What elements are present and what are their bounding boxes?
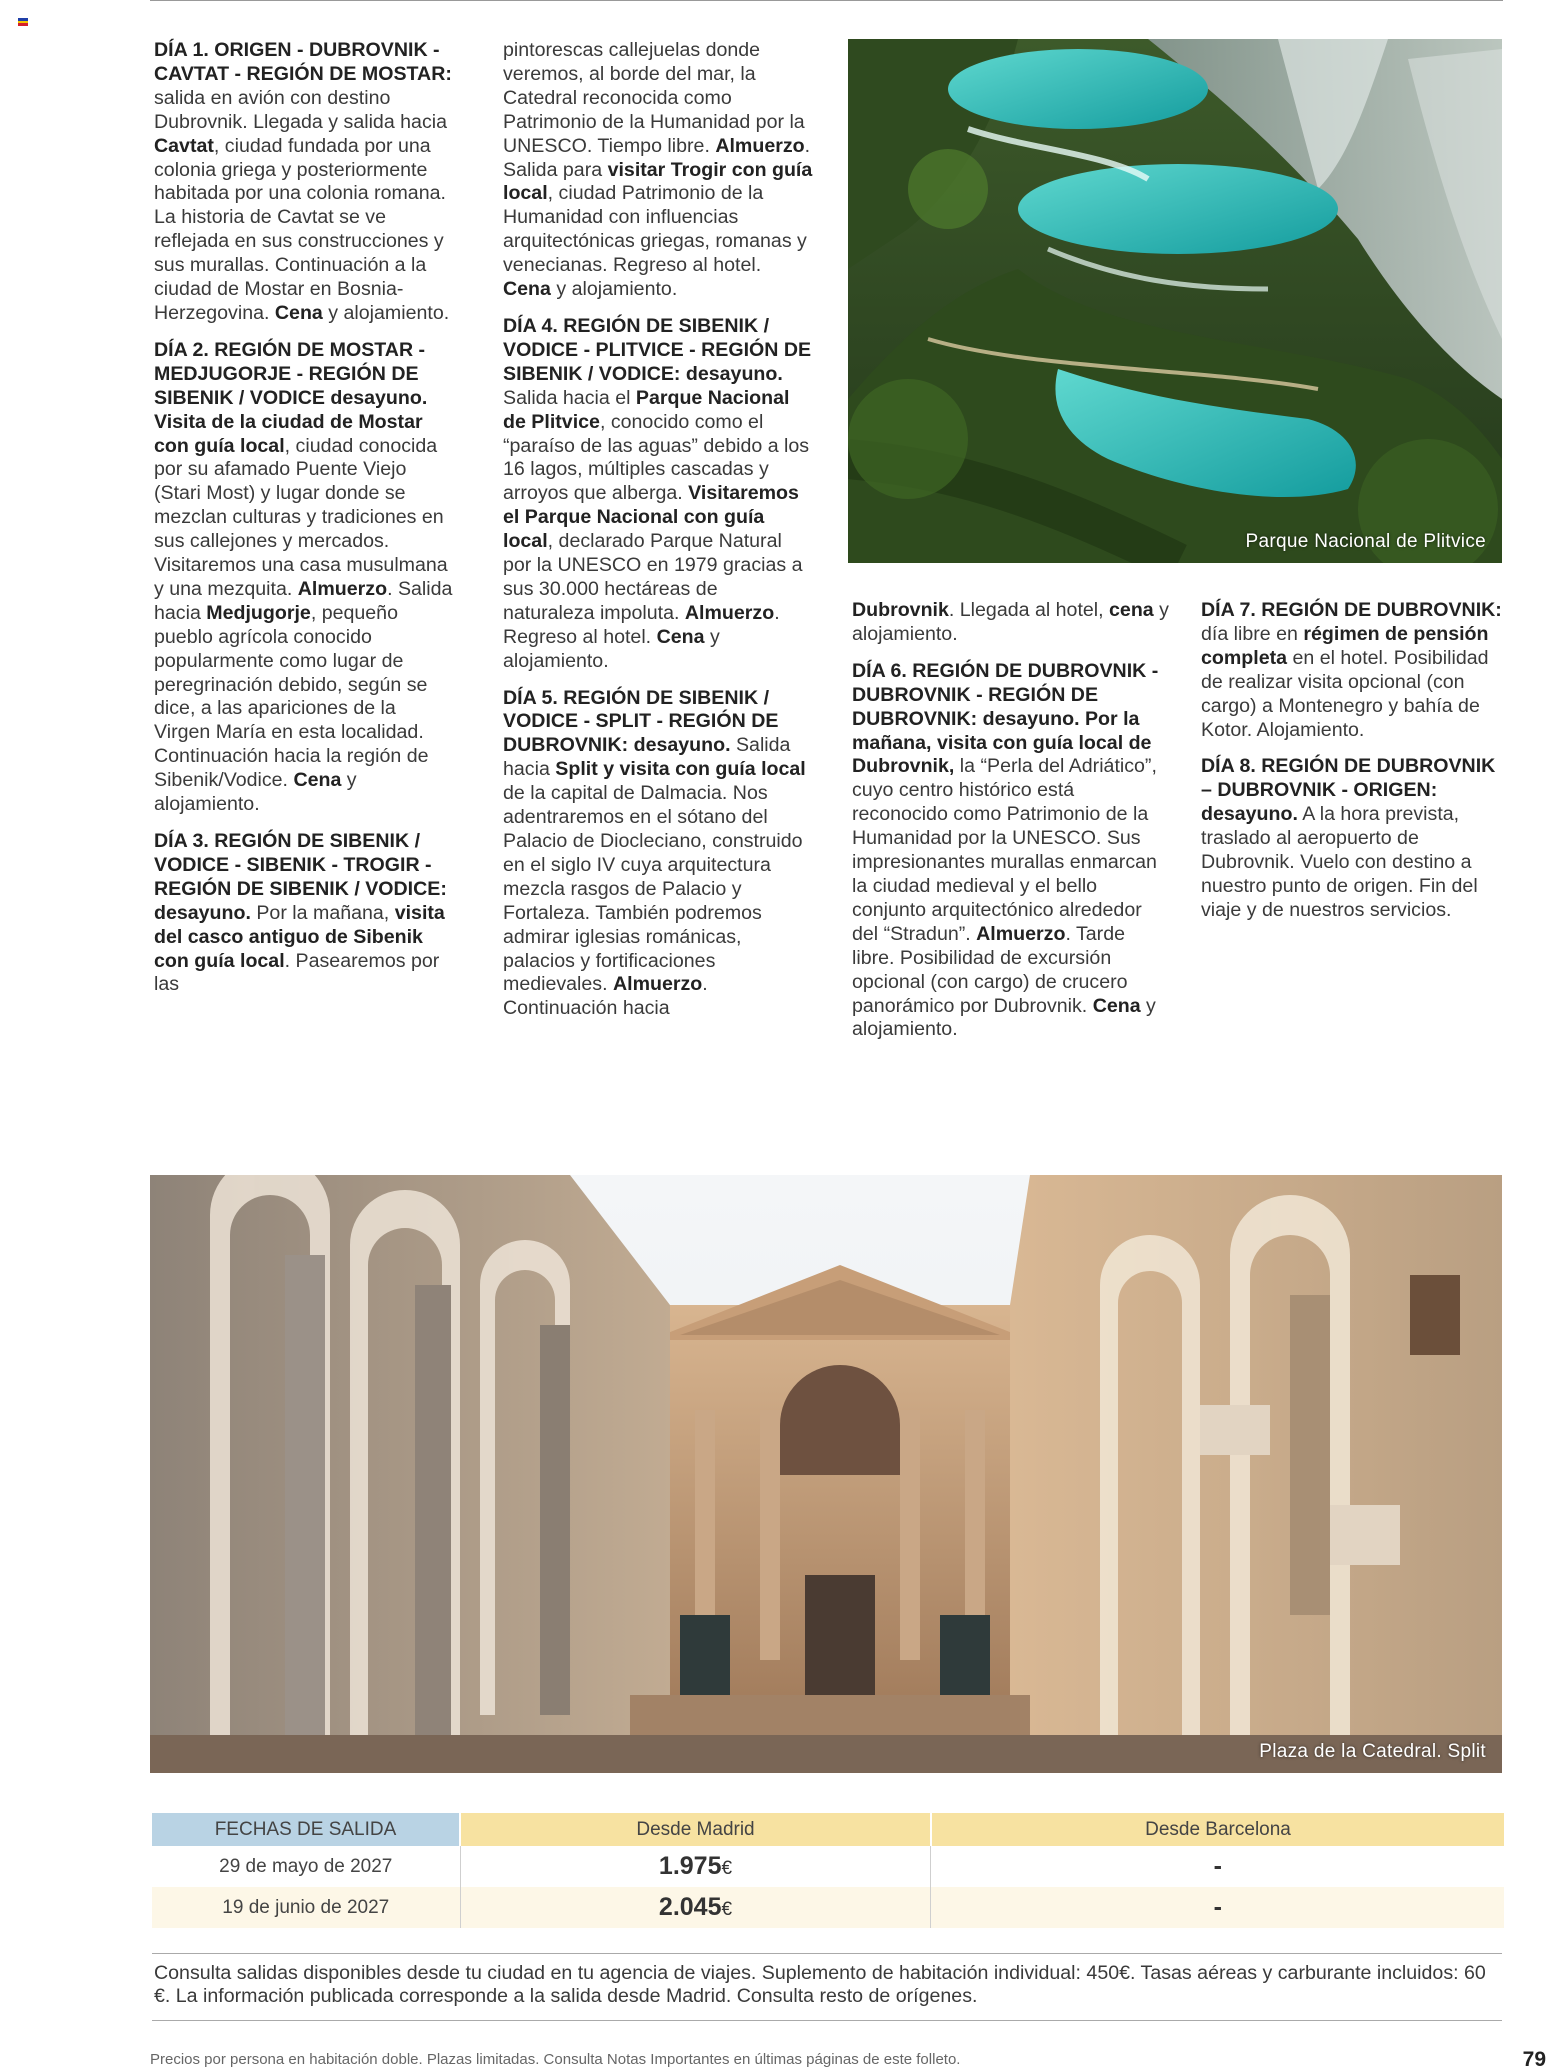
plitvice-photo — [848, 39, 1502, 563]
day-6-paragraph: DÍA 6. REGIÓN DE DUBROVNIK - DUBROVNIK - REGIÓN DE DUBROVNIK: desayuno. Por la mañana, visita con guía local de Dubrovnik, la “Perla del Adriático”, cuyo centro histórico está reconocido como Patrimonio de la Humanidad por la UNESCO. Sus impresionantes murallas enmarcan la ciudad medieval y el bello conjunto arquitectónico alrededor del “Stradun”. Almuerzo. Tarde libre. Posibilidad de excursión opcional (con cargo) de crucero panorámico por Dubrovnik. Cena y alojamiento. — [852, 659, 1159, 1041]
price-value: 1.975 — [658, 1852, 722, 1880]
day-1-paragraph: DÍA 1. ORIGEN - DUBROVNIK - CAVTAT - REGIÓN DE MOSTAR: salida en avión con destino Dubrovnik. Llegada y salida hacia Cavtat, ciudad fundada por una colonia griega y posteriormente habitada por una colonia romana. La historia de Cavtat se ve reflejada en sus construcciones y sus murallas. Continuación a la ciudad de Mostar en Bosnia-Herzegovina. Cena y alojamiento. — [154, 39, 452, 324]
flag-icon — [18, 18, 28, 26]
table-row — [152, 1846, 1504, 1887]
header-madrid: Desde Madrid — [460, 1813, 931, 1846]
price-barcelona: - — [931, 1887, 1504, 1928]
itinerary-column-2 — [503, 39, 813, 1034]
day-2-paragraph: DÍA 2. REGIÓN DE MOSTAR - MEDJUGORJE - REGIÓN DE SIBENIK / VODICE desayuno. Visita de la ciudad de Mostar con guía local, ciudad conocida por su afamado Puente Viejo (Stari Most) y lugar donde se mezclan culturas y tradiciones en sus callejones y mercados. Visitaremos una casa musulmana y una mezquita. Almuerzo. Salida hacia Medjugorje, pequeño pueblo agrícola conocido popularmente como lugar de peregrinación debido, según se dice, a las apariciones de la Virgen María en esta localidad. Continuación hacia la región de Sibenik/Vodice. Cena y alojamiento. — [154, 338, 453, 816]
day-5-paragraph: DÍA 5. REGIÓN DE SIBENIK / VODICE - SPLIT - REGIÓN DE DUBROVNIK: desayuno. Salida hacia Split y visita con guía local de la capital de Dalmacia. Nos adentraremos en el sótano del Palacio de Diocleciano, construido en el siglo IV cuya arquitectura mezcla rasgos de Palacio y Fortaleza. También podremos admirar iglesias románicas, palacios y fortificaciones medievales. Almuerzo. Continuación hacia — [503, 686, 806, 1020]
day-3-paragraph: DÍA 3. REGIÓN DE SIBENIK / VODICE - SIBENIK - TROGIR - REGIÓN DE SIBENIK / VODICE: desayuno. Por la mañana, visita del casco antiguo de Sibenik con guía local. Pasearemos por las — [154, 830, 447, 996]
day-5-continued-paragraph: Dubrovnik. Llegada al hotel, cena y alojamiento. — [852, 599, 1169, 645]
note-top-rule — [152, 1953, 1502, 1954]
header-fechas: FECHAS DE SALIDA — [152, 1813, 460, 1846]
note-bottom-rule — [152, 2020, 1502, 2021]
header-barcelona: Desde Barcelona — [931, 1813, 1504, 1846]
day-7-paragraph: DÍA 7. REGIÓN DE DUBROVNIK: día libre en régimen de pensión completa en el hotel. Posibilidad de realizar visita opcional (con cargo) a Montenegro y bahía de Kotor. Alojamiento. — [1201, 599, 1502, 741]
table-row — [152, 1887, 1504, 1928]
day-8-paragraph: DÍA 8. REGIÓN DE DUBROVNIK – DUBROVNIK - ORIGEN: desayuno. A la hora prevista, traslado al aeropuerto de Dubrovnik. Vuelo con destino a nuestro punto de origen. Fin del viaje y de nuestros servicios. — [1201, 755, 1496, 921]
price-table-header — [152, 1813, 1504, 1846]
plitvice-caption: Parque Nacional de Plitvice — [1245, 531, 1486, 552]
price-barcelona: - — [931, 1846, 1504, 1887]
split-caption: Plaza de la Catedral. Split — [1259, 1741, 1486, 1762]
price-currency: € — [721, 1899, 733, 1920]
info-note: Consulta salidas disponibles desde tu ciudad en tu agencia de viajes. Suplemento de habitación individual: 450€. Tasas aéreas y carburante incluidos: 60 €. La información publicada corresponde a la salida desde Madrid. Consulta resto de orígenes. — [154, 1962, 1486, 2007]
footer-text: Precios por persona en habitación doble. Plazas limitadas. Consulta Notas Importantes en últimas páginas de este folleto. — [150, 2051, 961, 2068]
itinerary-column-1 — [154, 39, 454, 1010]
price-currency: € — [721, 1858, 733, 1879]
itinerary-column-4 — [1201, 599, 1511, 936]
itinerary-column-3 — [852, 599, 1172, 1055]
price-madrid — [460, 1846, 931, 1887]
departure-date: 29 de mayo de 2027 — [219, 1855, 393, 1877]
price-table — [152, 1813, 1504, 1928]
day-4-paragraph: DÍA 4. REGIÓN DE SIBENIK / VODICE - PLITVICE - REGIÓN DE SIBENIK / VODICE: desayuno. Salida hacia el Parque Nacional de Plitvice, conocido como el “paraíso de las aguas” debido a los 16 lagos, múltiples cascadas y arroyos que alberga. Visitaremos el Parque Nacional con guía local, declarado Parque Natural por la UNESCO en 1979 gracias a sus 30.000 hectáreas de naturaleza impoluta. Almuerzo. Regreso al hotel. Cena y alojamiento. — [503, 314, 812, 672]
departure-date: 19 de junio de 2027 — [152, 1887, 460, 1928]
page-number: 79 — [1522, 2048, 1546, 2071]
price-madrid — [460, 1887, 931, 1928]
split-cathedral-image — [150, 1175, 1502, 1773]
split-photo — [150, 1175, 1502, 1773]
day-3-continued-paragraph: pintorescas callejuelas donde veremos, al borde del mar, la Catedral reconocida como Patrimonio de la Humanidad por la UNESCO. Tiempo libre. Almuerzo. Salida para visitar Trogir con guía local, ciudad Patrimonio de la Humanidad con influencias arquitectónicas griegas, romanas y venecianas. Regreso al hotel. Cena y alojamiento. — [503, 39, 813, 301]
top-rule — [150, 0, 1503, 1]
plitvice-image — [848, 39, 1502, 563]
price-value: 2.045 — [658, 1893, 722, 1921]
